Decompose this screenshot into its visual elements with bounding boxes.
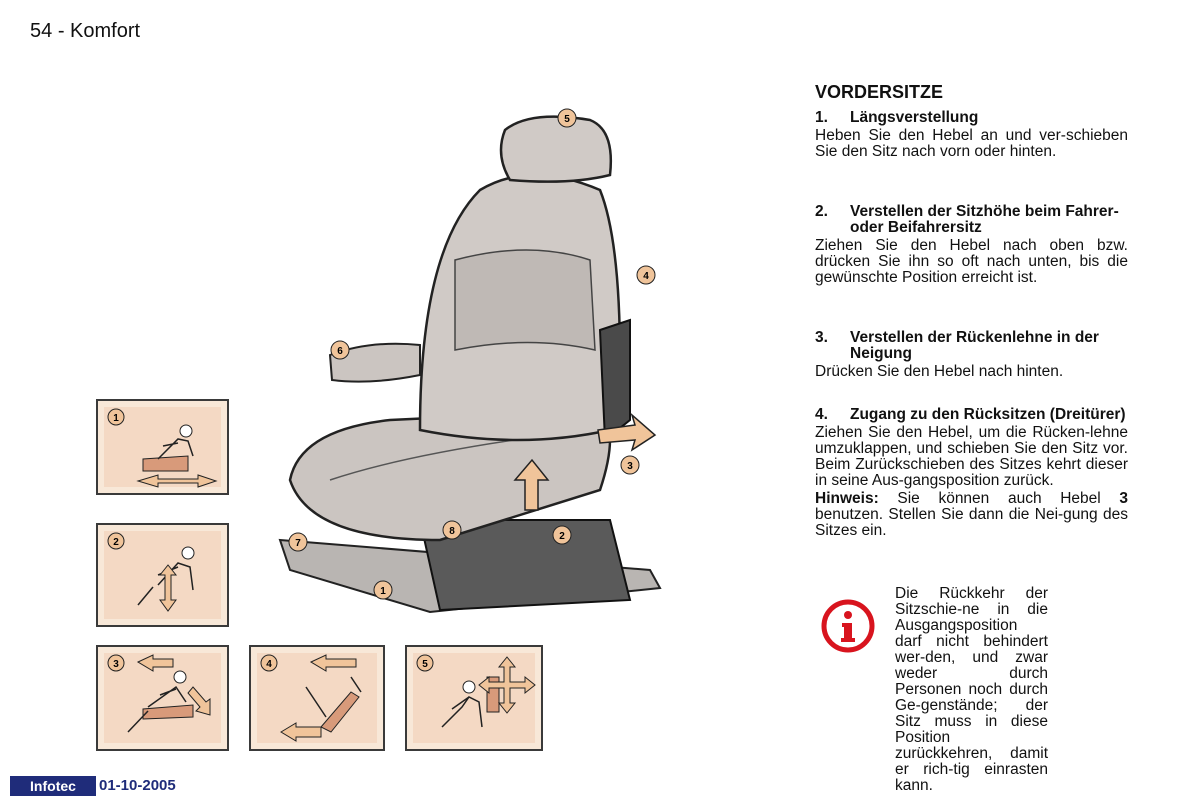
front-seat-illustration bbox=[270, 100, 710, 620]
diagram-panel-5 bbox=[405, 645, 543, 751]
callout-3 bbox=[621, 456, 639, 474]
section-title: VORDERSITZE bbox=[815, 82, 944, 102]
svg-text:8: 8 bbox=[449, 526, 455, 537]
svg-text:4: 4 bbox=[266, 659, 272, 670]
svg-text:5: 5 bbox=[422, 659, 428, 670]
svg-text:7: 7 bbox=[295, 538, 301, 549]
section-text: Ziehen Sie den Hebel, um die Rücken-lehne umzuklappen, und schieben Sie den Sitz vor. Beim Zurückschieben des Sitzes kehrt dieser in seine Aus-gangsposition zurück. bbox=[815, 424, 1128, 489]
section-1 bbox=[815, 110, 1128, 160]
callout-5 bbox=[558, 109, 576, 127]
svg-text:1: 1 bbox=[113, 413, 119, 424]
section-3 bbox=[815, 330, 1128, 380]
callout-6 bbox=[331, 341, 349, 359]
section-heading: Verstellen der Rückenlehne in der Neigung bbox=[850, 329, 1099, 362]
callout-7 bbox=[289, 533, 307, 551]
hint-paragraph bbox=[815, 491, 1128, 539]
footer-date: 01-10-2005 bbox=[99, 777, 176, 794]
hint-lever-number: 3 bbox=[1119, 490, 1128, 507]
section-heading: Längsverstellung bbox=[850, 109, 979, 126]
svg-text:1: 1 bbox=[380, 586, 386, 597]
callout-2 bbox=[553, 526, 571, 544]
info-note-text: Die Rückkehr der Sitzschie-ne in die Ausgangsposition darf nicht behindert wer-den, und zwar weder durch Personen noch durch Ge-genstände; der Sitz muss in diese Position zurückkehren, damit er rich-tig einrasten kann. bbox=[895, 585, 1048, 794]
infotec-logo: Infotec bbox=[10, 776, 96, 796]
diagram-panel-3 bbox=[96, 645, 229, 751]
header-separator: - bbox=[57, 20, 65, 42]
svg-text:6: 6 bbox=[337, 346, 343, 357]
page-header bbox=[30, 20, 140, 43]
section-text: Heben Sie den Hebel an und ver-schieben Sie den Sitz nach vorn oder hinten. bbox=[815, 127, 1128, 160]
svg-text:5: 5 bbox=[564, 114, 570, 125]
section-number: 2. bbox=[815, 203, 828, 220]
svg-text:2: 2 bbox=[559, 531, 565, 542]
chapter-title: Komfort bbox=[70, 20, 141, 42]
section-text: Drücken Sie den Hebel nach hinten. bbox=[815, 363, 1064, 380]
seat-drawing bbox=[270, 100, 710, 620]
section-heading: Verstellen der Sitzhöhe beim Fahrer- oder Beifahrersitz bbox=[850, 203, 1119, 236]
section-number: 3. bbox=[815, 329, 828, 346]
callout-8 bbox=[443, 521, 461, 539]
svg-text:2: 2 bbox=[113, 537, 119, 548]
section-4 bbox=[815, 407, 1128, 539]
callout-1 bbox=[374, 581, 392, 599]
hint-label: Hinweis: bbox=[815, 490, 879, 507]
section-number: 4. bbox=[815, 406, 828, 423]
diagram-panel-1 bbox=[96, 399, 229, 495]
page-number: 54 bbox=[30, 20, 53, 42]
svg-text:3: 3 bbox=[627, 461, 633, 472]
callout-4 bbox=[637, 266, 655, 284]
svg-text:4: 4 bbox=[643, 271, 649, 282]
diagram-panel-4 bbox=[249, 645, 385, 751]
svg-text:3: 3 bbox=[113, 659, 119, 670]
diagram-panel-2 bbox=[96, 523, 229, 627]
section-text: Ziehen Sie den Hebel nach oben bzw. drücken Sie ihn so oft nach unten, bis die gewünschte Position erreicht ist. bbox=[815, 237, 1128, 286]
section-heading: Zugang zu den Rücksitzen (Dreitürer) bbox=[850, 406, 1126, 423]
section-2 bbox=[815, 204, 1128, 286]
hint-text-after: benutzen. Stellen Sie dann die Nei-gung des Sitzes ein. bbox=[815, 506, 1128, 539]
hint-text-before: Sie können auch Hebel bbox=[878, 490, 1120, 507]
info-note-top bbox=[815, 586, 1048, 794]
section-number: 1. bbox=[815, 109, 828, 126]
